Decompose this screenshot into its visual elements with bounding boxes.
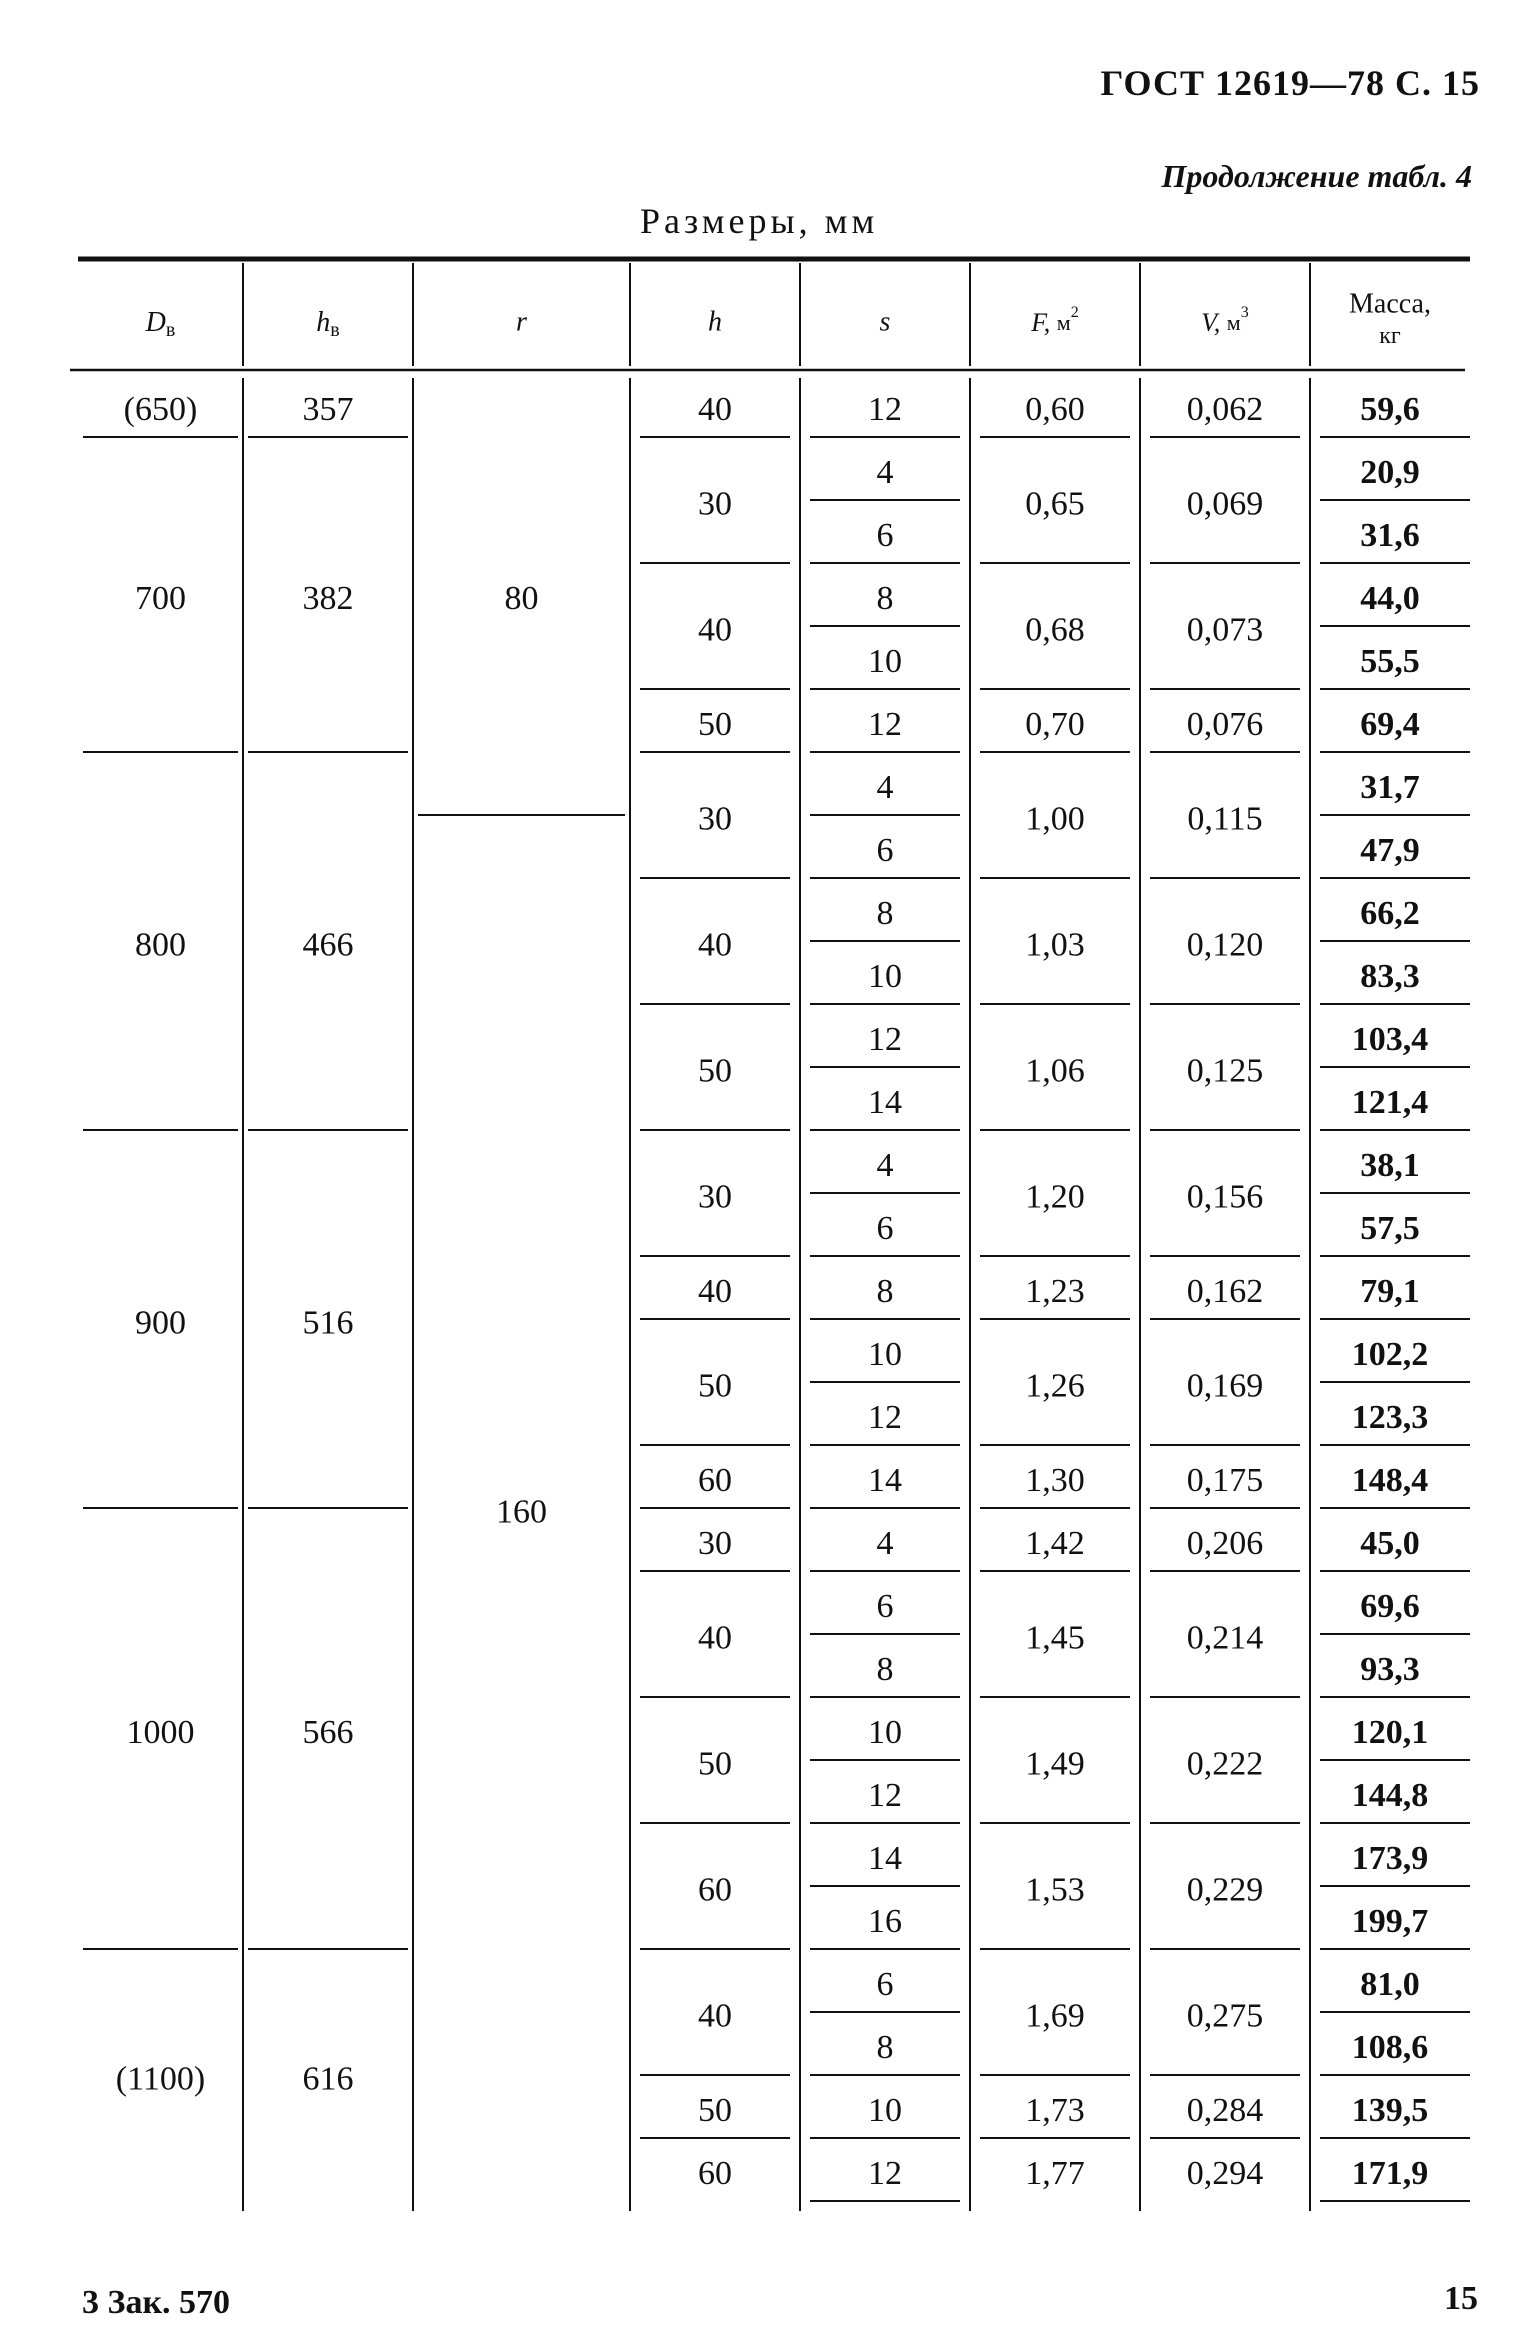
cell-mass: 55,5 <box>1360 643 1420 680</box>
cell-s: 14 <box>868 1084 902 1121</box>
cell-v: 0,076 <box>1186 706 1264 743</box>
cell-f: 1,69 <box>1025 1997 1085 2035</box>
cell-s: 10 <box>868 643 902 680</box>
cell-h: 40 <box>698 391 732 428</box>
cell-h: 30 <box>698 800 732 838</box>
cell-mass: 69,4 <box>1360 706 1420 743</box>
cell-mass: 120,1 <box>1351 1714 1429 1751</box>
header-mass: Масса, <box>1349 288 1431 320</box>
cell-s: 10 <box>868 958 902 995</box>
cell-mass: 173,9 <box>1351 1840 1429 1877</box>
cell-r: 80 <box>504 580 539 617</box>
cell-s: 8 <box>876 1273 894 1310</box>
cell-f: 0,70 <box>1025 706 1085 743</box>
header-f: F, $м^2$ <box>1031 303 1079 337</box>
cell-f: 1,03 <box>1025 926 1085 964</box>
cell-mass: 83,3 <box>1360 958 1420 995</box>
cell-s: 10 <box>868 1336 902 1373</box>
header-hv: $h_в$ <box>316 306 340 341</box>
cell-h: 60 <box>698 2155 732 2192</box>
cell-s: 10 <box>868 2092 902 2129</box>
cell-mass: 31,7 <box>1360 769 1420 806</box>
cell-mass: 44,0 <box>1360 580 1420 617</box>
cell-mass: 47,9 <box>1360 832 1420 869</box>
cell-h: 40 <box>698 1997 732 2035</box>
cell-f: 1,73 <box>1025 2092 1085 2129</box>
cell-dv: 700 <box>135 580 186 617</box>
cell-mass: 57,5 <box>1360 1210 1420 1247</box>
cell-f: 1,53 <box>1025 1871 1085 1909</box>
cell-h: 50 <box>698 1745 732 1783</box>
cell-s: 16 <box>868 1903 902 1940</box>
cell-mass: 171,9 <box>1351 2155 1429 2192</box>
cell-mass: 45,0 <box>1360 1525 1420 1562</box>
cell-h: 30 <box>698 1178 732 1216</box>
cell-mass: 69,6 <box>1360 1588 1420 1625</box>
cell-v: 0,294 <box>1186 2155 1264 2192</box>
cell-v: 0,284 <box>1186 2092 1264 2129</box>
cell-s: 12 <box>868 1021 902 1058</box>
cell-s: 4 <box>876 454 894 491</box>
cell-f: 1,06 <box>1025 1052 1085 1090</box>
cell-v: 0,069 <box>1186 485 1264 523</box>
cell-f: 1,30 <box>1025 1462 1085 1499</box>
cell-mass: 79,1 <box>1360 1273 1420 1310</box>
cell-s: 4 <box>876 1525 894 1562</box>
cell-r: 160 <box>496 1493 547 1531</box>
cell-v: 0,125 <box>1186 1052 1264 1090</box>
header-v: V, $м^3$ <box>1201 303 1249 337</box>
cell-mass: 199,7 <box>1351 1903 1429 1940</box>
cell-v: 0,222 <box>1186 1745 1264 1783</box>
cell-v: 0,073 <box>1186 611 1264 649</box>
cell-h: 50 <box>698 2092 732 2129</box>
cell-mass: 81,0 <box>1360 1966 1420 2003</box>
cell-v: 0,120 <box>1186 926 1264 964</box>
header-s: s <box>879 306 891 338</box>
cell-s: 8 <box>876 580 894 617</box>
cell-s: 6 <box>876 1588 894 1625</box>
cell-s: 6 <box>876 1966 894 2003</box>
header-r: r <box>516 306 527 338</box>
cell-hv: 357 <box>302 391 354 428</box>
cell-mass: 139,5 <box>1351 2092 1429 2129</box>
cell-f: 0,65 <box>1025 485 1085 523</box>
cell-v: 0,175 <box>1186 1462 1264 1499</box>
cell-v: 0,062 <box>1186 391 1264 428</box>
table-units-caption: Размеры, мм <box>640 201 879 241</box>
cell-mass: 38,1 <box>1360 1147 1420 1184</box>
cell-s: 8 <box>876 2029 894 2066</box>
cell-f: 1,49 <box>1025 1745 1085 1783</box>
cell-mass: 59,6 <box>1360 391 1420 428</box>
cell-dv: 1000 <box>126 1714 195 1751</box>
cell-h: 40 <box>698 611 732 649</box>
cell-mass: 148,4 <box>1351 1462 1429 1499</box>
cell-mass: 93,3 <box>1360 1651 1420 1688</box>
cell-mass: 102,2 <box>1351 1336 1429 1373</box>
cell-s: 6 <box>876 1210 894 1247</box>
header-mass-unit: кг <box>1379 323 1401 349</box>
cell-s: 14 <box>868 1462 902 1499</box>
cell-v: 0,229 <box>1186 1871 1264 1909</box>
cell-v: 0,169 <box>1186 1367 1264 1405</box>
cell-f: 1,42 <box>1025 1525 1085 1562</box>
cell-f: 1,77 <box>1025 2155 1085 2192</box>
cell-h: 50 <box>698 1052 732 1090</box>
cell-h: 30 <box>698 485 732 523</box>
cell-mass: 121,4 <box>1351 1084 1429 1121</box>
cell-dv: 800 <box>135 926 186 964</box>
cell-f: 1,20 <box>1025 1178 1085 1216</box>
cell-h: 40 <box>698 1619 732 1657</box>
cell-f: 0,60 <box>1025 391 1085 428</box>
cell-v: 0,162 <box>1186 1273 1264 1310</box>
cell-hv: 566 <box>302 1714 354 1751</box>
cell-h: 40 <box>698 1273 732 1310</box>
cell-v: 0,115 <box>1187 800 1263 838</box>
cell-dv: (650) <box>123 391 198 428</box>
cell-mass: 108,6 <box>1351 2029 1429 2066</box>
cell-s: 8 <box>876 895 894 932</box>
cell-mass: 144,8 <box>1351 1777 1429 1814</box>
footer-order-number: 3 Зак. 570 <box>82 2284 231 2321</box>
cell-h: 30 <box>698 1525 732 1562</box>
cell-hv: 516 <box>302 1304 354 1342</box>
cell-s: 12 <box>868 2155 902 2192</box>
cell-f: 0,68 <box>1025 611 1085 649</box>
cell-mass: 123,3 <box>1351 1399 1429 1436</box>
cell-h: 50 <box>698 706 732 743</box>
table-continuation-label: Продолжение табл. 4 <box>1161 158 1472 194</box>
cell-h: 60 <box>698 1871 732 1909</box>
cell-s: 10 <box>868 1714 902 1751</box>
cell-f: 1,00 <box>1025 800 1085 838</box>
cell-mass: 20,9 <box>1360 454 1420 491</box>
cell-v: 0,275 <box>1186 1997 1264 2035</box>
cell-h: 50 <box>698 1367 732 1405</box>
cell-f: 1,23 <box>1025 1273 1085 1310</box>
header-h: h <box>708 306 722 338</box>
cell-hv: 616 <box>302 2060 354 2098</box>
cell-s: 14 <box>868 1840 902 1877</box>
cell-s: 12 <box>868 1399 902 1436</box>
cell-s: 4 <box>876 1147 894 1184</box>
cell-mass: 103,4 <box>1351 1021 1429 1058</box>
cell-v: 0,156 <box>1186 1178 1264 1216</box>
cell-h: 60 <box>698 1462 732 1499</box>
cell-hv: 466 <box>302 926 354 964</box>
cell-hv: 382 <box>302 580 354 617</box>
cell-mass: 31,6 <box>1360 517 1420 554</box>
cell-s: 8 <box>876 1651 894 1688</box>
cell-s: 6 <box>876 832 894 869</box>
cell-h: 40 <box>698 926 732 964</box>
document-standard-header: ГОСТ 12619—78 С. 15 <box>1100 63 1480 103</box>
header-dv: $D_в$ <box>145 306 176 341</box>
cell-s: 12 <box>868 1777 902 1814</box>
cell-f: 1,26 <box>1025 1367 1085 1405</box>
cell-mass: 66,2 <box>1360 895 1420 932</box>
cell-f: 1,45 <box>1025 1619 1085 1657</box>
cell-v: 0,206 <box>1186 1525 1264 1562</box>
cell-s: 4 <box>876 769 894 806</box>
cell-v: 0,214 <box>1186 1619 1264 1657</box>
cell-s: 12 <box>868 706 902 743</box>
footer-page-number: 15 <box>1444 2280 1478 2317</box>
cell-dv: (1100) <box>115 2060 206 2098</box>
cell-dv: 900 <box>135 1304 186 1342</box>
cell-s: 6 <box>876 517 894 554</box>
cell-s: 12 <box>868 391 902 428</box>
